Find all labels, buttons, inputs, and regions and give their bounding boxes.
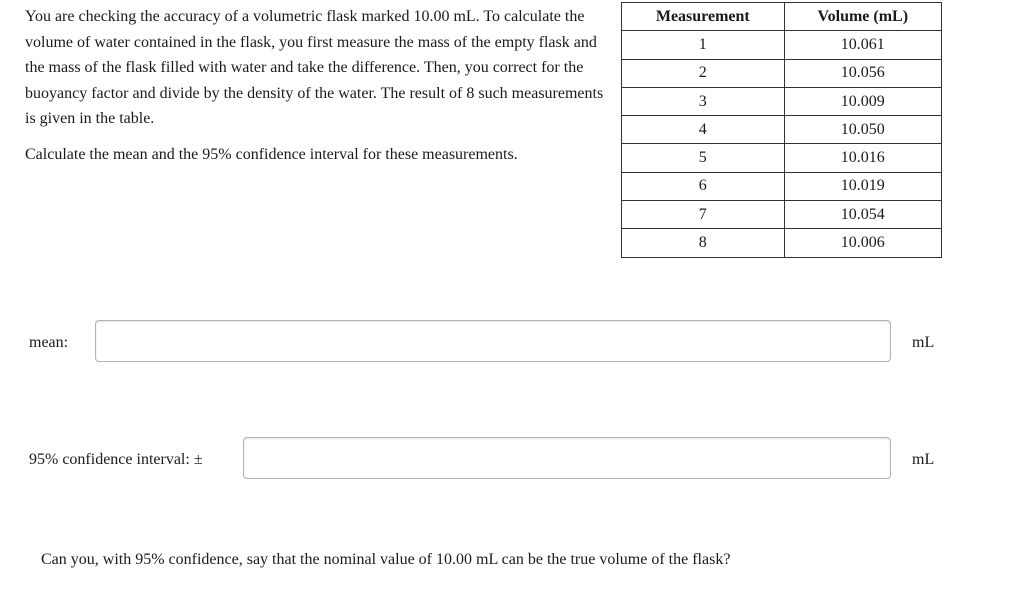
measurement-cell: 2 [622, 59, 785, 87]
volume-cell: 10.061 [784, 31, 941, 59]
table-row [622, 31, 942, 59]
confidence-interval-input[interactable] [243, 437, 891, 479]
measurement-cell: 4 [622, 116, 785, 144]
table-row [622, 116, 942, 144]
table-row [622, 172, 942, 200]
volume-cell: 10.054 [784, 201, 941, 229]
measurement-cell: 6 [622, 172, 785, 200]
measurement-cell: 3 [622, 87, 785, 115]
measurement-cell: 8 [622, 229, 785, 257]
table-header-row [622, 3, 942, 31]
measurement-cell: 7 [622, 201, 785, 229]
problem-paragraph: You are checking the accuracy of a volumetric flask marked 10.00 mL. To calculate the volume of water contained in the flask, you first measure the mass of the empty flask and the mass of the flask filled with water and take the difference. Then, you correct for the buoyancy factor and divide by the density of the water. The result of 8 such measurements is given in the table. [25, 8, 604, 127]
table-row [622, 59, 942, 87]
table-row [622, 87, 942, 115]
problem-instruction: Calculate the mean and the 95% confidence interval for these measurements. [25, 145, 518, 163]
confidence-interval-label: 95% confidence interval: ± [29, 451, 203, 468]
volume-cell: 10.050 [784, 116, 941, 144]
mean-input[interactable] [95, 320, 891, 362]
confidence-interval-unit: mL [912, 451, 935, 468]
table-row [622, 201, 942, 229]
follow-up-question: Can you, with 95% confidence, say that the nominal value of 10.00 mL can be the true volume of the flask? [41, 551, 731, 568]
mean-unit: mL [912, 334, 935, 351]
measurement-cell: 5 [622, 144, 785, 172]
volume-cell: 10.009 [784, 87, 941, 115]
table-row [622, 229, 942, 257]
table-row [622, 144, 942, 172]
problem-statement [25, 4, 615, 167]
column-header-measurement: Measurement [622, 3, 785, 31]
volume-cell: 10.056 [784, 59, 941, 87]
volume-cell: 10.016 [784, 144, 941, 172]
measurement-table [621, 2, 942, 258]
volume-cell: 10.006 [784, 229, 941, 257]
mean-label: mean: [29, 334, 69, 351]
volume-cell: 10.019 [784, 172, 941, 200]
column-header-volume: Volume (mL) [784, 3, 941, 31]
measurement-cell: 1 [622, 31, 785, 59]
